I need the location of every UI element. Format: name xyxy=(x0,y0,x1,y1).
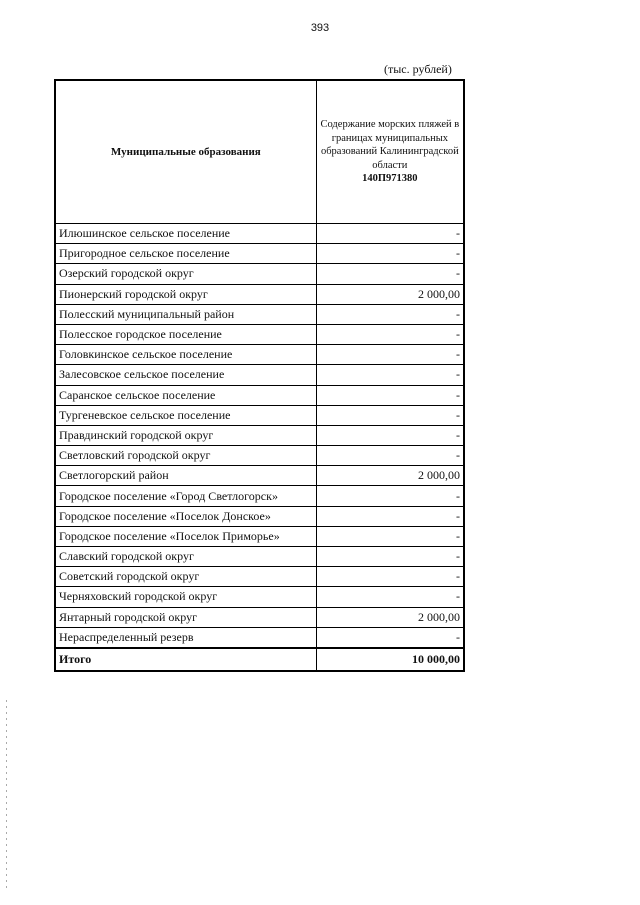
table-row xyxy=(55,324,464,344)
table-row xyxy=(55,264,464,284)
municipality-value: 2 000,00 xyxy=(316,607,464,627)
municipality-value: - xyxy=(316,264,464,284)
municipality-name: Советский городской округ xyxy=(55,567,316,587)
municipality-name: Городское поселение «Поселок Донское» xyxy=(55,506,316,526)
budget-table xyxy=(54,79,465,672)
municipality-name: Светлогорский район xyxy=(55,466,316,486)
municipality-name: Тургеневское сельское поселение xyxy=(55,405,316,425)
municipality-name: Илюшинское сельское поселение xyxy=(55,224,316,244)
total-value: 10 000,00 xyxy=(316,648,464,671)
municipality-name: Саранское сельское поселение xyxy=(55,385,316,405)
municipality-name: Городское поселение «Город Светлогорск» xyxy=(55,486,316,506)
table-row xyxy=(55,304,464,324)
table-row xyxy=(55,284,464,304)
municipality-value: - xyxy=(316,425,464,445)
header-program xyxy=(316,80,464,224)
table-row xyxy=(55,385,464,405)
municipality-name: Пионерский городской округ xyxy=(55,284,316,304)
header-program-description: Содержание морских пляжей в границах муниципальных образований Калининградской области xyxy=(320,118,460,171)
table-header-row xyxy=(55,80,464,224)
municipality-value: 2 000,00 xyxy=(316,284,464,304)
municipality-value: - xyxy=(316,304,464,324)
municipality-value: - xyxy=(316,547,464,567)
municipality-name: Полесский муниципальный район xyxy=(55,304,316,324)
municipality-value: - xyxy=(316,506,464,526)
table-row xyxy=(55,607,464,627)
municipality-name: Залесовское сельское поселение xyxy=(55,365,316,385)
header-municipalities: Муниципальные образования xyxy=(55,80,316,224)
table-row xyxy=(55,506,464,526)
page-number: 393 xyxy=(310,22,330,34)
unit-note: (тыс. рублей) xyxy=(384,62,452,76)
municipality-value: - xyxy=(316,345,464,365)
municipality-value: - xyxy=(316,446,464,466)
municipality-value: - xyxy=(316,385,464,405)
table-row xyxy=(55,567,464,587)
municipality-name: Полесское городское поселение xyxy=(55,324,316,344)
municipality-name: Городское поселение «Поселок Приморье» xyxy=(55,526,316,546)
municipality-value: - xyxy=(316,224,464,244)
total-row xyxy=(55,648,464,671)
table-row xyxy=(55,627,464,648)
table-row xyxy=(55,486,464,506)
municipality-value: 2 000,00 xyxy=(316,466,464,486)
scan-artifact xyxy=(6,700,7,890)
municipality-value: - xyxy=(316,567,464,587)
municipality-value: - xyxy=(316,486,464,506)
table-row xyxy=(55,425,464,445)
municipality-value: - xyxy=(316,627,464,648)
municipality-name: Правдинский городской округ xyxy=(55,425,316,445)
municipality-value: - xyxy=(316,244,464,264)
header-program-code: 140П971380 xyxy=(362,173,418,185)
municipality-value: - xyxy=(316,587,464,607)
municipality-name: Головкинское сельское поселение xyxy=(55,345,316,365)
municipality-value: - xyxy=(316,365,464,385)
table-row xyxy=(55,526,464,546)
table-body xyxy=(55,224,464,648)
table-row xyxy=(55,547,464,567)
municipality-name: Озерский городской округ xyxy=(55,264,316,284)
municipality-value: - xyxy=(316,324,464,344)
table-row xyxy=(55,224,464,244)
municipality-value: - xyxy=(316,526,464,546)
municipality-value: - xyxy=(316,405,464,425)
table-row xyxy=(55,466,464,486)
total-label: Итого xyxy=(55,648,316,671)
municipality-name: Светловский городской округ xyxy=(55,446,316,466)
table-row xyxy=(55,587,464,607)
table-row xyxy=(55,365,464,385)
municipality-name: Янтарный городской округ xyxy=(55,607,316,627)
municipality-name: Пригородное сельское поселение xyxy=(55,244,316,264)
table-row xyxy=(55,405,464,425)
table-row xyxy=(55,244,464,264)
municipality-name: Нераспределенный резерв xyxy=(55,627,316,648)
municipality-name: Черняховский городской округ xyxy=(55,587,316,607)
table-row xyxy=(55,345,464,365)
table-row xyxy=(55,446,464,466)
municipality-name: Славский городской округ xyxy=(55,547,316,567)
